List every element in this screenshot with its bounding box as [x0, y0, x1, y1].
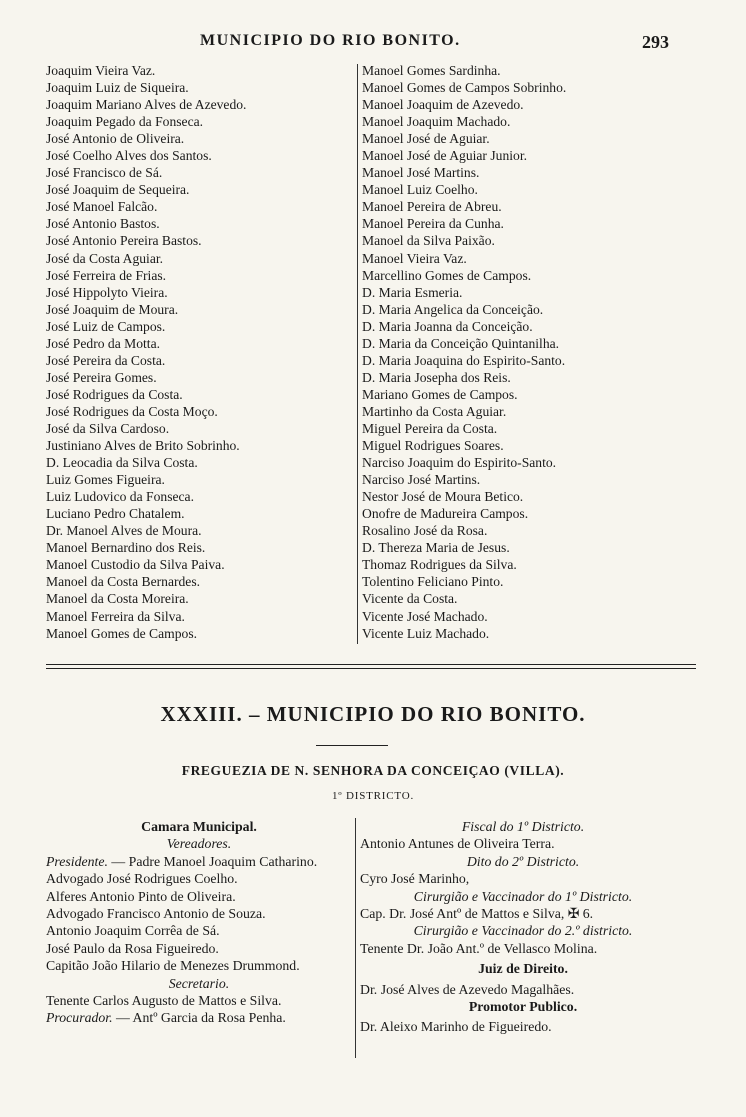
camara-title: Camara Municipal.: [141, 819, 257, 834]
fiscal2-label: Dito do 2º Districto.: [466, 853, 580, 869]
name-entry: Manoel Joaquim de Azevedo.: [362, 97, 524, 113]
cirurgiao2-label: Cirurgião e Vaccinador do 2.º districto.: [413, 923, 633, 939]
name-entry: Onofre de Madureira Campos.: [362, 506, 529, 522]
names-column-right: [362, 62, 692, 642]
name-entry: Vicente José Machado.: [362, 608, 488, 624]
column-divider: [355, 818, 356, 1058]
promotor-name: Dr. Aleixo Marinho de Figueiredo.: [360, 1019, 552, 1035]
name-entry: Nestor José de Moura Betico.: [362, 489, 524, 505]
name-entry: D. Maria Esmeria.: [362, 284, 463, 300]
name-entry: José Manoel Falcão.: [46, 199, 158, 215]
name-entry: José Ferreira de Frias.: [46, 267, 167, 283]
name-entry: Joaquim Mariano Alves de Azevedo.: [46, 97, 247, 113]
name-entry: Martinho da Costa Aguiar.: [362, 403, 507, 419]
name-entry: Dr. Manoel Alves de Moura.: [46, 523, 202, 539]
name-entry: José Antonio Pereira Bastos.: [46, 233, 202, 249]
camara-column: [46, 818, 352, 1027]
procurador-role: Procurador.: [46, 1010, 113, 1026]
name-entry: Marcellino Gomes de Campos.: [362, 267, 532, 283]
presidente-role: Presidente.: [46, 853, 108, 869]
heading-rule: [316, 745, 388, 746]
secretario-name: Tenente Carlos Augusto de Mattos e Silva.: [46, 993, 282, 1009]
fiscal1-label: Fiscal do 1º Districto.: [461, 819, 585, 834]
name-entry: Manoel da Silva Paixão.: [362, 233, 495, 249]
section-separator-rule: [46, 664, 696, 669]
name-entry: Justiniano Alves de Brito Sobrinho.: [46, 438, 240, 454]
name-entry: Miguel Pereira da Costa.: [362, 420, 498, 436]
officials-column: [360, 818, 686, 1036]
name-entry: José Pereira Gomes.: [46, 369, 157, 385]
running-title: MUNICIPIO DO RIO BONITO.: [200, 32, 461, 49]
name-entry: Manoel da Costa Bernardes.: [46, 574, 201, 590]
name-entry: José Rodrigues da Costa Moço.: [46, 403, 218, 419]
vereador-name: Alferes Antonio Pinto de Oliveira.: [46, 888, 236, 904]
name-entry: Manoel Custodio da Silva Paiva.: [46, 557, 225, 573]
name-entry: Rosalino José da Rosa.: [362, 523, 488, 539]
name-entry: José Joaquim de Sequeira.: [46, 182, 190, 198]
name-entry: Manoel Gomes de Campos.: [46, 625, 198, 641]
name-entry: Manoel Gomes Sardinha.: [362, 63, 501, 78]
running-head: [0, 32, 746, 54]
procurador-entry: [46, 1009, 352, 1026]
name-entry: D. Maria Joanna da Conceição.: [362, 318, 533, 334]
name-entry: Manoel Vieira Vaz.: [362, 250, 467, 266]
parish-heading: FREGUEZIA DE N. SENHORA DA CONCEIÇAO (VILLA).: [181, 763, 565, 778]
names-column-left: [46, 62, 356, 642]
section-heading: XXXIII. – MUNICIPIO DO RIO BONITO.: [160, 702, 586, 726]
name-entry: José Luiz de Campos.: [46, 318, 166, 334]
name-entry: Manoel José de Aguiar.: [362, 131, 490, 147]
name-entry: Joaquim Luiz de Siqueira.: [46, 80, 189, 96]
name-entry: Manoel Gomes de Campos Sobrinho.: [362, 80, 567, 96]
name-entry: José Antonio de Oliveira.: [46, 131, 185, 147]
name-entry: Manoel da Costa Moreira.: [46, 591, 189, 607]
vereador-name: Advogado Francisco Antonio de Souza.: [46, 906, 266, 922]
name-entry: Joaquim Pegado da Fonseca.: [46, 114, 204, 130]
name-entry: Tolentino Feliciano Pinto.: [362, 574, 504, 590]
name-entry: Narciso Joaquim do Espirito-Santo.: [362, 455, 557, 471]
name-entry: José Antonio Bastos.: [46, 216, 160, 232]
vereadores-list: [46, 870, 352, 974]
name-entry: Manoel Pereira de Abreu.: [362, 199, 502, 215]
name-entry: Luciano Pedro Chatalem.: [46, 506, 185, 522]
vereador-name: Antonio Joaquim Corrêa de Sá.: [46, 923, 220, 939]
secretario-label: Secretario.: [168, 975, 230, 991]
vereador-name: José Paulo da Rosa Figueiredo.: [46, 940, 219, 956]
name-entry: Manoel Pereira da Cunha.: [362, 216, 504, 232]
name-entry: D. Thereza Maria de Jesus.: [362, 540, 510, 556]
vereador-name: Capitão João Hilario de Menezes Drummond.: [46, 958, 300, 974]
name-entry: D. Maria Josepha dos Reis.: [362, 369, 511, 385]
name-entry: Miguel Rodrigues Soares.: [362, 438, 504, 454]
cirurgiao1-name: Cap. Dr. José Antº de Mattos e Silva, ✠ 6.: [360, 906, 594, 922]
procurador-name: — Antº Garcia da Rosa Penha.: [112, 1010, 286, 1026]
fiscal1-name: Antonio Antunes de Oliveira Terra.: [360, 836, 555, 852]
name-entry: D. Maria Joaquina do Espirito-Santo.: [362, 352, 566, 368]
name-entry: Manoel Joaquim Machado.: [362, 114, 511, 130]
name-entry: Vicente da Costa.: [362, 591, 458, 607]
name-entry: José Joaquim de Moura.: [46, 301, 179, 317]
fiscal2-name: Cyro José Marinho,: [360, 871, 470, 887]
name-entry: Manoel José Martins.: [362, 165, 480, 181]
name-entry: José Pedro da Motta.: [46, 335, 161, 351]
name-entry: José Francisco de Sá.: [46, 165, 163, 181]
name-entry: Luiz Gomes Figueira.: [46, 472, 165, 488]
name-entry: Mariano Gomes de Campos.: [362, 386, 518, 402]
name-entry: Thomaz Rodrigues da Silva.: [362, 557, 517, 573]
presidente-entry: [46, 853, 352, 870]
name-entry: Manoel Bernardino dos Reis.: [46, 540, 206, 556]
district-heading: 1º DISTRICTO.: [331, 790, 415, 802]
name-entry: Manoel Ferreira da Silva.: [46, 608, 185, 624]
name-entry: D. Maria Angelica da Conceição.: [362, 301, 544, 317]
column-divider: [357, 64, 358, 644]
vereador-name: Advogado José Rodrigues Coelho.: [46, 871, 238, 887]
name-entry: Luiz Ludovico da Fonseca.: [46, 489, 194, 505]
name-entry: José da Costa Aguiar.: [46, 250, 164, 266]
name-entry: Manoel Luiz Coelho.: [362, 182, 478, 198]
presidente-name: — Padre Manoel Joaquim Catharino.: [107, 853, 318, 869]
name-entry: Narciso José Martins.: [362, 472, 481, 488]
name-entry: Joaquim Vieira Vaz.: [46, 63, 156, 78]
name-entry: D. Maria da Conceição Quintanilha.: [362, 335, 560, 351]
name-entry: Vicente Luiz Machado.: [362, 625, 490, 641]
juiz-name: Dr. José Alves de Azevedo Magalhães.: [360, 981, 575, 997]
name-entry: D. Leocadia da Silva Costa.: [46, 455, 198, 471]
name-entry: José Pereira da Costa.: [46, 352, 166, 368]
cirurgiao1-label: Cirurgião e Vaccinador do 1º Districto.: [413, 888, 633, 904]
name-entry: José da Silva Cardoso.: [46, 420, 170, 436]
name-entry: Manoel José de Aguiar Junior.: [362, 148, 527, 164]
name-entry: José Hippolyto Vieira.: [46, 284, 168, 300]
name-entry: José Coelho Alves dos Santos.: [46, 148, 212, 164]
juiz-title: Juiz de Direito.: [478, 961, 568, 977]
vereadores-label: Vereadores.: [166, 836, 232, 852]
page-number: 293: [642, 32, 669, 52]
promotor-title: Promotor Publico.: [468, 999, 578, 1015]
cirurgiao2-name: Tenente Dr. João Ant.º de Vellasco Molina.: [360, 940, 598, 956]
name-entry: José Rodrigues da Costa.: [46, 386, 183, 402]
